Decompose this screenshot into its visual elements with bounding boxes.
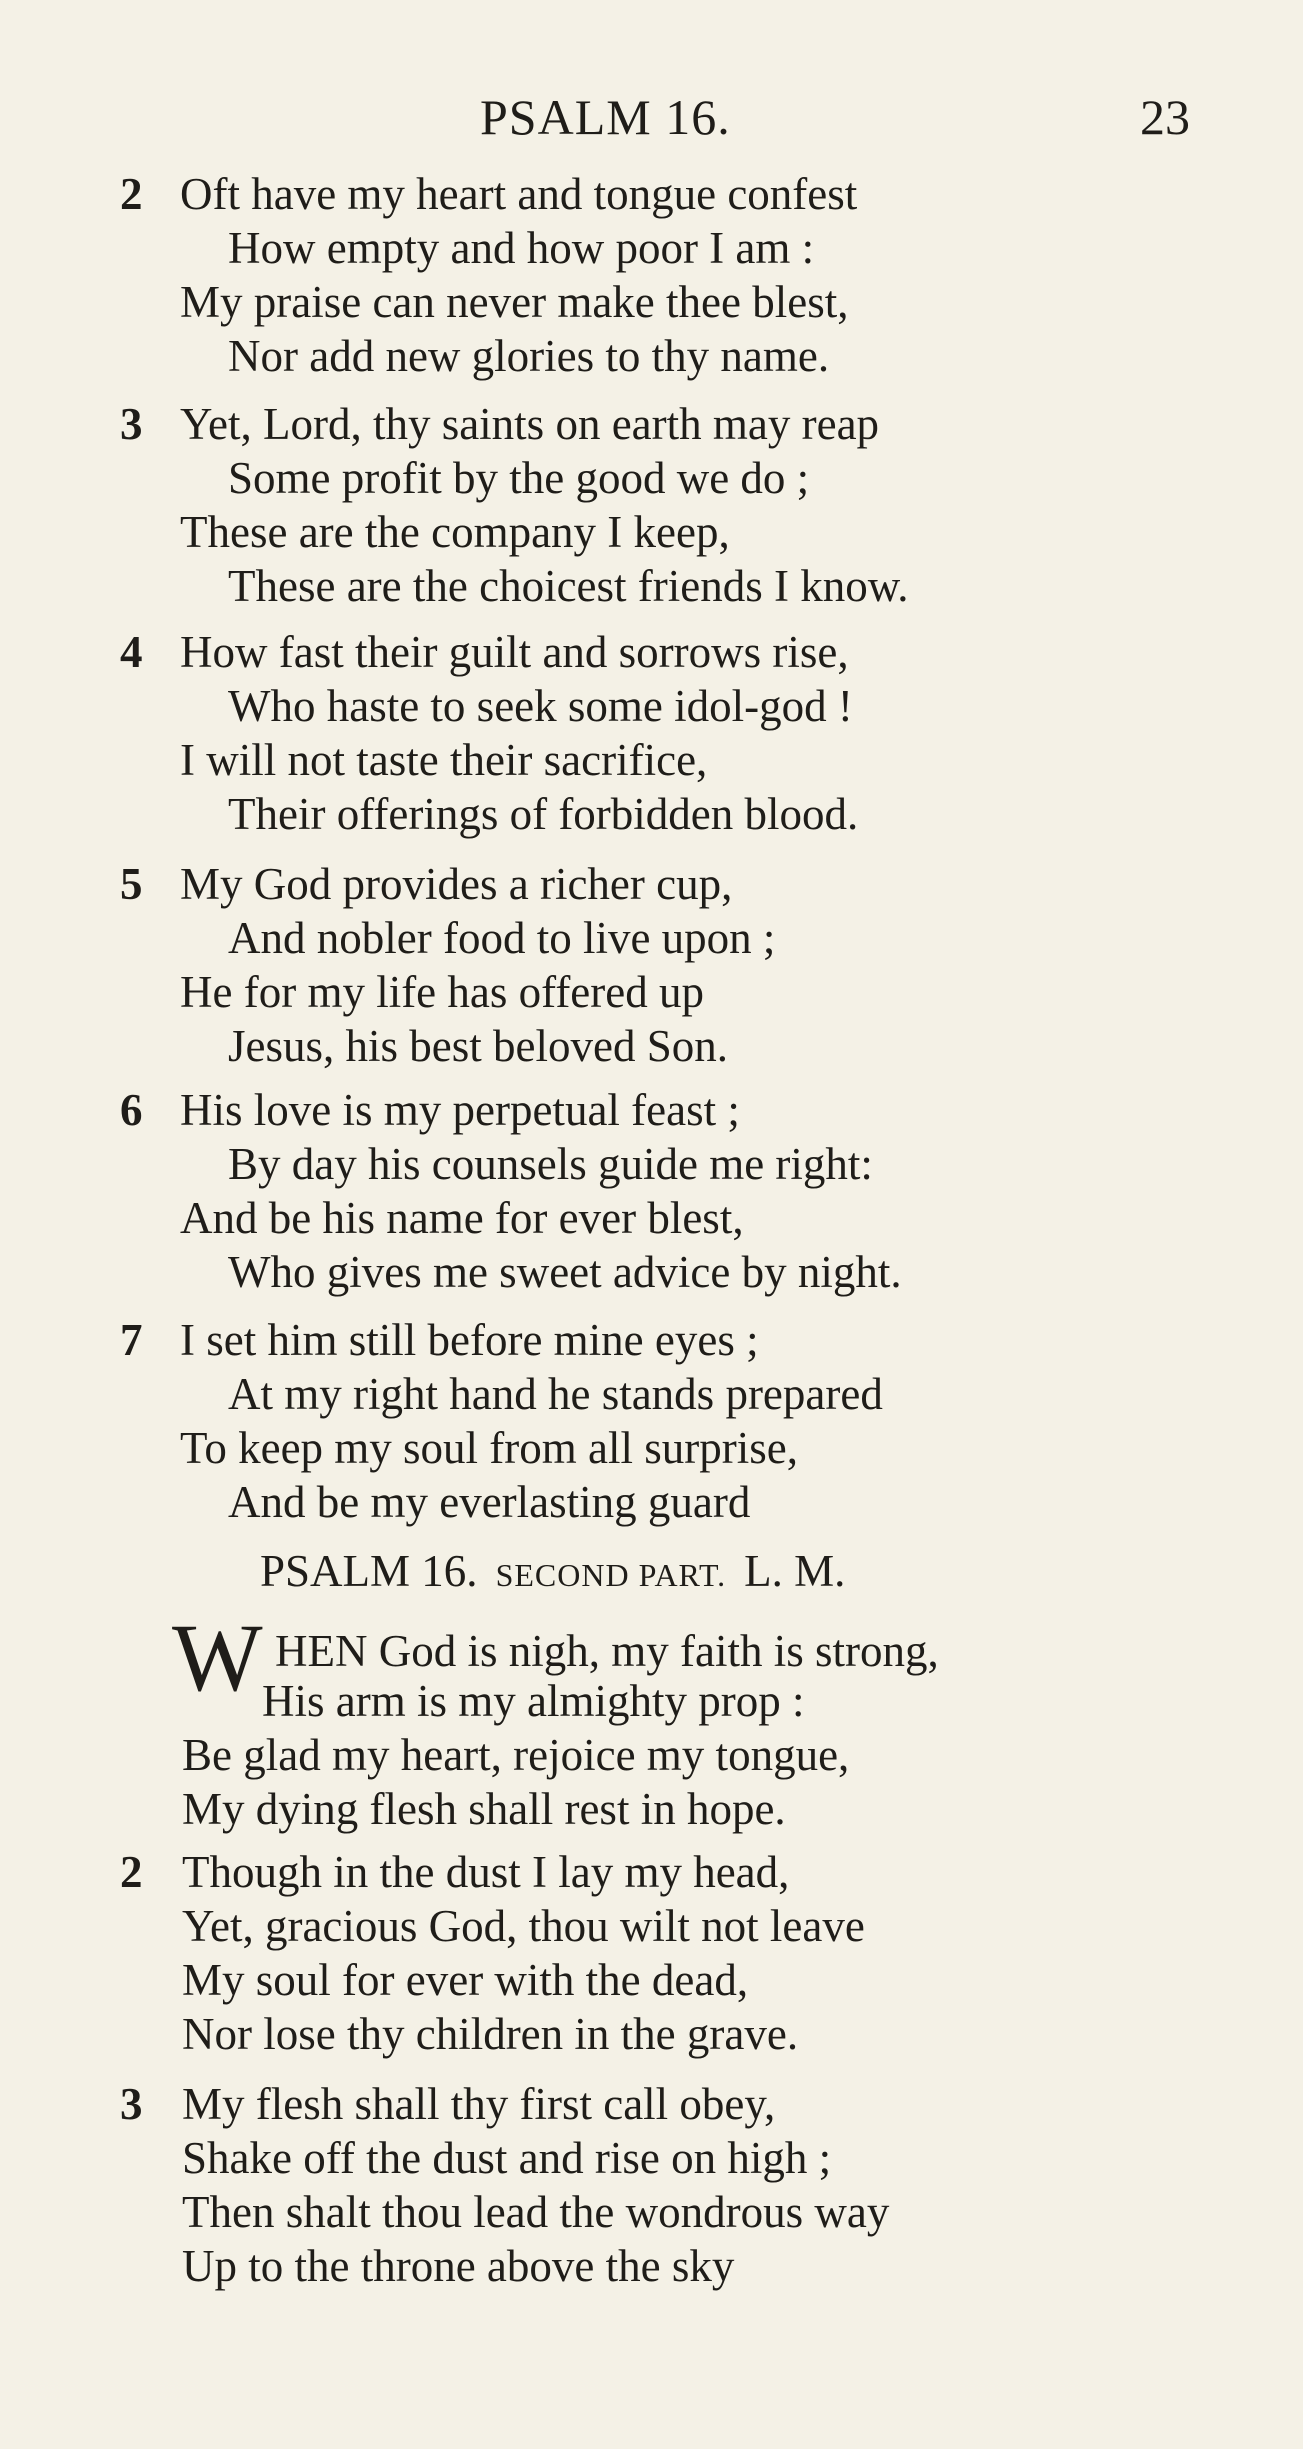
verse-line: Nor lose thy children in the grave.: [182, 2009, 799, 2059]
stanza-number: 6: [120, 1085, 143, 1135]
verse-line: My praise can never make thee blest,: [180, 277, 849, 327]
running-title: PSALM 16.: [480, 89, 731, 145]
verse-line: How empty and how poor I am :: [228, 223, 815, 273]
verse-line: Be glad my heart, rejoice my tongue,: [182, 1730, 850, 1780]
verse-line: My flesh shall thy first call obey,: [182, 2079, 776, 2129]
verse-line: These are the company I keep,: [180, 507, 730, 557]
verse-line: He for my life has offered up: [180, 967, 704, 1017]
verse-line: Some profit by the good we do ;: [228, 453, 810, 503]
verse-line: Then shalt thou lead the wondrous way: [182, 2187, 890, 2237]
stanza-number: 7: [120, 1315, 143, 1365]
section-heading: [260, 1545, 845, 1597]
verse-line: Nor add new glories to thy name.: [228, 331, 830, 381]
verse-line: Who gives me sweet advice by night.: [228, 1247, 902, 1297]
section-title: PSALM 16.: [260, 1546, 478, 1596]
verse-line: Shake off the dust and rise on high ;: [182, 2133, 832, 2183]
stanza-number: 5: [120, 859, 143, 909]
verse-line: Yet, Lord, thy saints on earth may reap: [180, 399, 880, 449]
verse-line: And be his name for ever blest,: [180, 1193, 744, 1243]
stanza-number: 2: [120, 169, 143, 219]
page-header: [0, 88, 1303, 158]
verse-line: His arm is my almighty prop :: [262, 1676, 805, 1726]
verse-line: Yet, gracious God, thou wilt not leave: [182, 1901, 865, 1951]
verse-line: My dying flesh shall rest in hope.: [182, 1784, 786, 1834]
verse-line: Jesus, his best beloved Son.: [228, 1021, 728, 1071]
verse-line: Up to the throne above the sky: [182, 2241, 735, 2291]
drop-cap: W: [172, 1604, 263, 1711]
verse-line: I set him still before mine eyes ;: [180, 1315, 759, 1365]
verse-line: His love is my perpetual feast ;: [180, 1085, 740, 1135]
verse-line: By day his counsels guide me right:: [228, 1139, 873, 1189]
verse-line: I will not taste their sacrifice,: [180, 735, 708, 785]
stanza-number: 2: [120, 1847, 143, 1897]
section-subtitle: SECOND PART.: [495, 1557, 727, 1593]
page-number: 23: [1140, 89, 1190, 145]
verse-line: Though in the dust I lay my head,: [182, 1847, 790, 1897]
verse-line: Who haste to seek some idol-god !: [228, 681, 853, 731]
verse-line: These are the choicest friends I know.: [228, 561, 909, 611]
verse-line: And nobler food to live upon ;: [228, 913, 776, 963]
verse-line: To keep my soul from all surprise,: [180, 1423, 798, 1473]
stanza-number: 3: [120, 2079, 143, 2129]
stanza-number: 3: [120, 399, 143, 449]
verse-line: At my right hand he stands prepared: [228, 1369, 883, 1419]
verse-line: Oft have my heart and tongue confest: [180, 169, 858, 219]
verse-line: My soul for ever with the dead,: [182, 1955, 749, 2005]
opening-line: HEN God is nigh, my faith is strong,: [275, 1626, 939, 1676]
verse-line: Their offerings of forbidden blood.: [228, 789, 859, 839]
verse-line: My God provides a richer cup,: [180, 859, 733, 909]
verse-line: And be my everlasting guard: [228, 1477, 751, 1527]
stanza-number: 4: [120, 627, 143, 677]
verse-line: How fast their guilt and sorrows rise,: [180, 627, 849, 677]
meter-label: L. M.: [744, 1546, 846, 1596]
